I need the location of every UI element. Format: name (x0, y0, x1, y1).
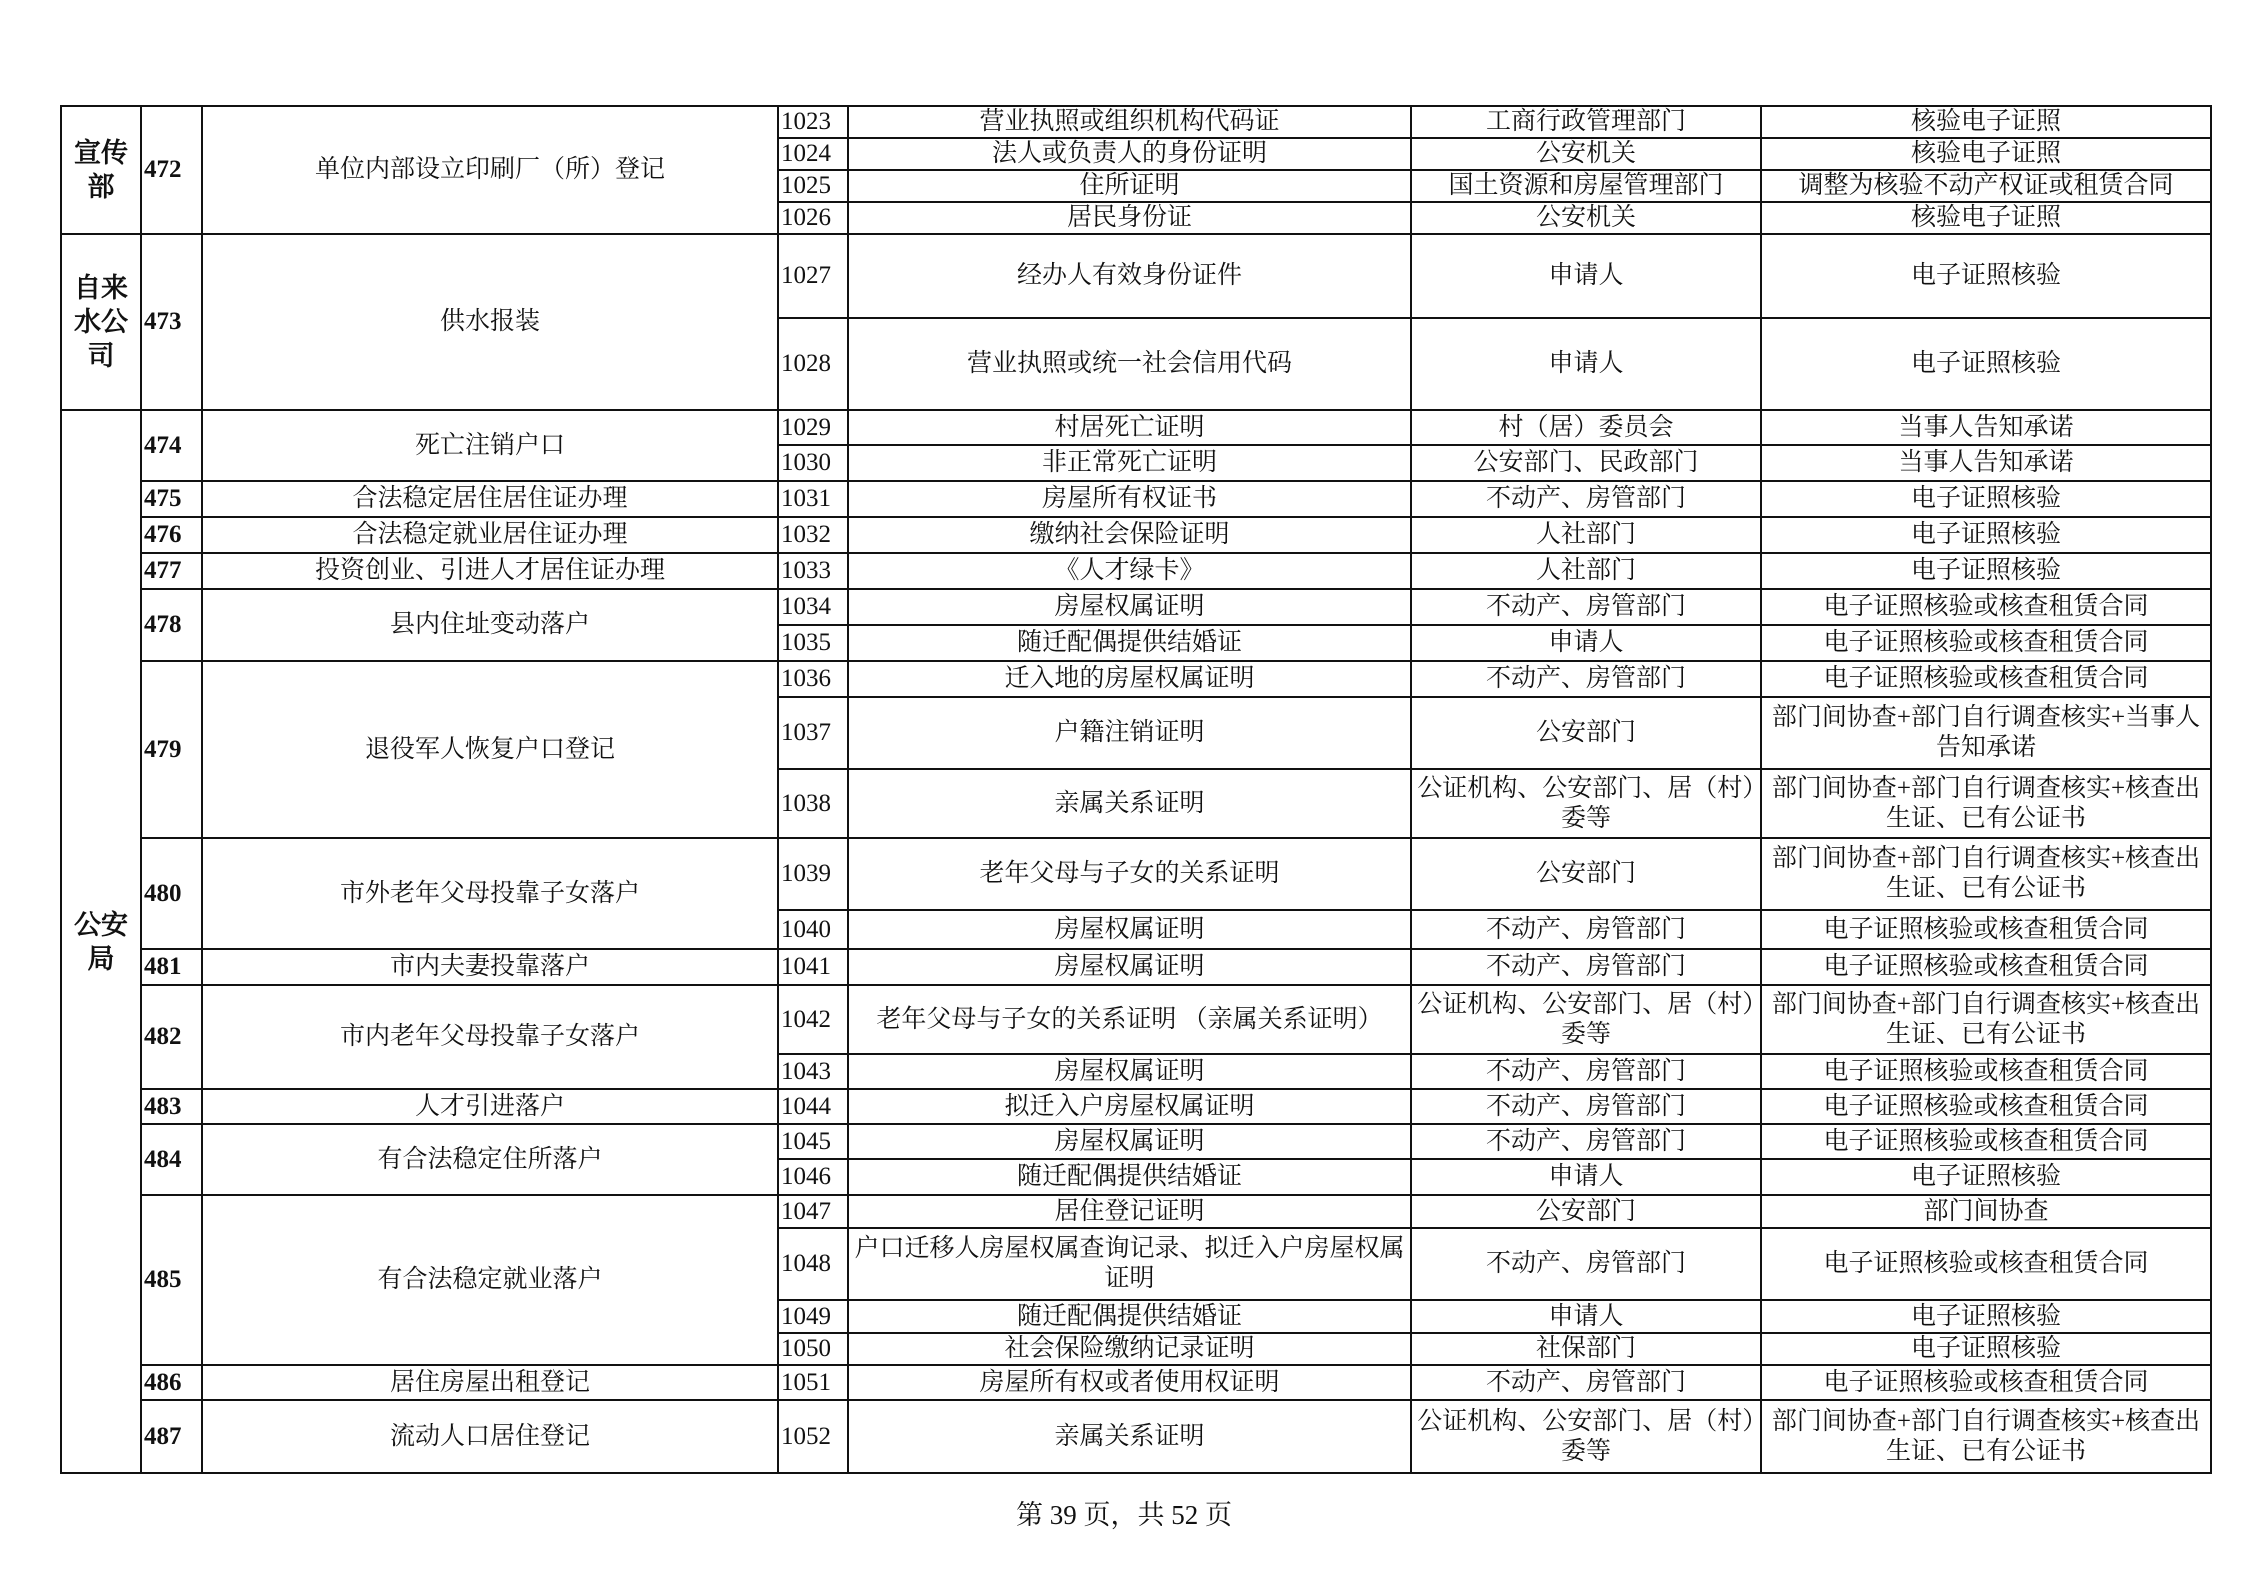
material-code-cell: 1039 (778, 838, 848, 910)
table-row (61, 1365, 2211, 1400)
material-name-cell: 随迁配偶提供结婚证 (848, 1300, 1411, 1333)
source-department-cell: 国土资源和房屋管理部门 (1411, 170, 1761, 202)
material-code-cell: 1025 (778, 170, 848, 202)
verification-method-cell: 电子证照核验或核查租赁合同 (1761, 1054, 2211, 1089)
source-department-cell: 公证机构、公安部门、居（村）委等 (1411, 985, 1761, 1054)
material-code-cell: 1034 (778, 589, 848, 625)
verification-method-cell: 电子证照核验或核查租赁合同 (1761, 1089, 2211, 1124)
verification-method-cell: 电子证照核验 (1761, 318, 2211, 410)
material-name-cell: 法人或负责人的身份证明 (848, 138, 1411, 170)
source-department-cell: 申请人 (1411, 1300, 1761, 1333)
verification-method-cell: 核验电子证照 (1761, 138, 2211, 170)
table-row (61, 553, 2211, 589)
verification-method-cell: 当事人告知承诺 (1761, 410, 2211, 445)
item-name-cell: 投资创业、引进人才居住证办理 (202, 553, 778, 589)
item-number-cell: 472 (141, 106, 202, 234)
verification-method-cell: 电子证照核验 (1761, 481, 2211, 517)
table-row (61, 1195, 2211, 1228)
material-code-cell: 1026 (778, 202, 848, 234)
material-code-cell: 1032 (778, 517, 848, 553)
material-code-cell: 1033 (778, 553, 848, 589)
table-row (61, 517, 2211, 553)
item-number-cell: 474 (141, 410, 202, 481)
item-name-cell: 退役军人恢复户口登记 (202, 661, 778, 838)
verification-method-cell: 电子证照核验或核查租赁合同 (1761, 625, 2211, 661)
material-code-cell: 1035 (778, 625, 848, 661)
table-row (61, 1124, 2211, 1159)
verification-method-cell: 部门间协查+部门自行调查核实+核查出生证、已有公证书 (1761, 769, 2211, 838)
source-department-cell: 申请人 (1411, 234, 1761, 318)
item-number-cell: 475 (141, 481, 202, 517)
source-department-cell: 不动产、房管部门 (1411, 1365, 1761, 1400)
item-name-cell: 居住房屋出租登记 (202, 1365, 778, 1400)
item-number-cell: 487 (141, 1400, 202, 1473)
source-department-cell: 公证机构、公安部门、居（村）委等 (1411, 1400, 1761, 1473)
item-name-cell: 合法稳定居住居住证办理 (202, 481, 778, 517)
verification-method-cell: 电子证照核验 (1761, 553, 2211, 589)
item-number-cell: 479 (141, 661, 202, 838)
item-name-cell: 市外老年父母投靠子女落户 (202, 838, 778, 949)
item-name-cell: 死亡注销户口 (202, 410, 778, 481)
verification-method-cell: 核验电子证照 (1761, 106, 2211, 138)
item-name-cell: 县内住址变动落户 (202, 589, 778, 661)
source-department-cell: 申请人 (1411, 318, 1761, 410)
material-name-cell: 《人才绿卡》 (848, 553, 1411, 589)
item-name-cell: 有合法稳定住所落户 (202, 1124, 778, 1195)
verification-method-cell: 电子证照核验 (1761, 234, 2211, 318)
source-department-cell: 公安机关 (1411, 202, 1761, 234)
source-department-cell: 公安部门、民政部门 (1411, 445, 1761, 481)
table-row (61, 985, 2211, 1054)
material-code-cell: 1038 (778, 769, 848, 838)
material-code-cell: 1031 (778, 481, 848, 517)
source-department-cell: 不动产、房管部门 (1411, 481, 1761, 517)
material-code-cell: 1042 (778, 985, 848, 1054)
item-number-cell: 483 (141, 1089, 202, 1124)
material-name-cell: 居民身份证 (848, 202, 1411, 234)
material-name-cell: 房屋所有权或者使用权证明 (848, 1365, 1411, 1400)
verification-method-cell: 部门间协查+部门自行调查核实+核查出生证、已有公证书 (1761, 985, 2211, 1054)
material-code-cell: 1028 (778, 318, 848, 410)
document-table (60, 105, 2212, 1474)
material-name-cell: 非正常死亡证明 (848, 445, 1411, 481)
verification-method-cell: 核验电子证照 (1761, 202, 2211, 234)
item-number-cell: 481 (141, 949, 202, 985)
material-name-cell: 房屋权属证明 (848, 910, 1411, 949)
department-cell: 自来水公司 (61, 234, 141, 410)
material-code-cell: 1041 (778, 949, 848, 985)
source-department-cell: 不动产、房管部门 (1411, 589, 1761, 625)
material-code-cell: 1044 (778, 1089, 848, 1124)
source-department-cell: 公安部门 (1411, 697, 1761, 769)
table-row (61, 234, 2211, 318)
table-row (61, 838, 2211, 910)
material-code-cell: 1046 (778, 1159, 848, 1195)
verification-method-cell: 电子证照核验 (1761, 1300, 2211, 1333)
source-department-cell: 不动产、房管部门 (1411, 661, 1761, 697)
material-name-cell: 房屋权属证明 (848, 949, 1411, 985)
table-row (61, 661, 2211, 697)
department-cell: 公安局 (61, 410, 141, 1473)
material-name-cell: 随迁配偶提供结婚证 (848, 1159, 1411, 1195)
source-department-cell: 人社部门 (1411, 517, 1761, 553)
material-name-cell: 迁入地的房屋权属证明 (848, 661, 1411, 697)
material-name-cell: 亲属关系证明 (848, 1400, 1411, 1473)
item-name-cell: 人才引进落户 (202, 1089, 778, 1124)
material-name-cell: 房屋权属证明 (848, 1124, 1411, 1159)
material-name-cell: 经办人有效身份证件 (848, 234, 1411, 318)
source-department-cell: 不动产、房管部门 (1411, 1089, 1761, 1124)
verification-method-cell: 部门间协查+部门自行调查核实+当事人告知承诺 (1761, 697, 2211, 769)
material-code-cell: 1043 (778, 1054, 848, 1089)
material-name-cell: 房屋权属证明 (848, 589, 1411, 625)
material-code-cell: 1048 (778, 1228, 848, 1300)
item-number-cell: 486 (141, 1365, 202, 1400)
material-name-cell: 拟迁入户房屋权属证明 (848, 1089, 1411, 1124)
source-department-cell: 不动产、房管部门 (1411, 949, 1761, 985)
material-name-cell: 随迁配偶提供结婚证 (848, 625, 1411, 661)
material-code-cell: 1037 (778, 697, 848, 769)
source-department-cell: 公安部门 (1411, 838, 1761, 910)
material-name-cell: 户口迁移人房屋权属查询记录、拟迁入户房屋权属证明 (848, 1228, 1411, 1300)
verification-method-cell: 部门间协查+部门自行调查核实+核查出生证、已有公证书 (1761, 1400, 2211, 1473)
source-department-cell: 人社部门 (1411, 553, 1761, 589)
verification-method-cell: 电子证照核验或核查租赁合同 (1761, 910, 2211, 949)
material-code-cell: 1027 (778, 234, 848, 318)
material-name-cell: 老年父母与子女的关系证明 (848, 838, 1411, 910)
material-code-cell: 1047 (778, 1195, 848, 1228)
material-name-cell: 亲属关系证明 (848, 769, 1411, 838)
table-row (61, 589, 2211, 625)
source-department-cell: 工商行政管理部门 (1411, 106, 1761, 138)
table-row (61, 106, 2211, 138)
item-name-cell: 合法稳定就业居住证办理 (202, 517, 778, 553)
item-name-cell: 单位内部设立印刷厂（所）登记 (202, 106, 778, 234)
material-name-cell: 居住登记证明 (848, 1195, 1411, 1228)
verification-method-cell: 电子证照核验或核查租赁合同 (1761, 589, 2211, 625)
material-name-cell: 房屋所有权证书 (848, 481, 1411, 517)
item-name-cell: 市内夫妻投靠落户 (202, 949, 778, 985)
table-row (61, 481, 2211, 517)
material-code-cell: 1023 (778, 106, 848, 138)
item-number-cell: 485 (141, 1195, 202, 1365)
source-department-cell: 公安部门 (1411, 1195, 1761, 1228)
item-name-cell: 流动人口居住登记 (202, 1400, 778, 1473)
table-row (61, 410, 2211, 445)
table-row (61, 1089, 2211, 1124)
verification-method-cell: 电子证照核验 (1761, 1333, 2211, 1365)
material-code-cell: 1052 (778, 1400, 848, 1473)
item-number-cell: 478 (141, 589, 202, 661)
material-name-cell: 缴纳社会保险证明 (848, 517, 1411, 553)
material-code-cell: 1051 (778, 1365, 848, 1400)
verification-method-cell: 当事人告知承诺 (1761, 445, 2211, 481)
table-row (61, 1400, 2211, 1473)
item-number-cell: 484 (141, 1124, 202, 1195)
verification-method-cell: 电子证照核验或核查租赁合同 (1761, 1365, 2211, 1400)
item-number-cell: 480 (141, 838, 202, 949)
page-number: 第 39 页，共 52 页 (1016, 1500, 1232, 1530)
source-department-cell: 申请人 (1411, 625, 1761, 661)
material-name-cell: 营业执照或统一社会信用代码 (848, 318, 1411, 410)
item-number-cell: 477 (141, 553, 202, 589)
verification-method-cell: 电子证照核验或核查租赁合同 (1761, 949, 2211, 985)
verification-method-cell: 部门间协查 (1761, 1195, 2211, 1228)
material-name-cell: 房屋权属证明 (848, 1054, 1411, 1089)
source-department-cell: 公证机构、公安部门、居（村）委等 (1411, 769, 1761, 838)
material-name-cell: 住所证明 (848, 170, 1411, 202)
item-name-cell: 有合法稳定就业落户 (202, 1195, 778, 1365)
item-number-cell: 473 (141, 234, 202, 410)
source-department-cell: 申请人 (1411, 1159, 1761, 1195)
source-department-cell: 不动产、房管部门 (1411, 1124, 1761, 1159)
material-code-cell: 1024 (778, 138, 848, 170)
source-department-cell: 村（居）委员会 (1411, 410, 1761, 445)
material-name-cell: 户籍注销证明 (848, 697, 1411, 769)
material-code-cell: 1030 (778, 445, 848, 481)
verification-method-cell: 调整为核验不动产权证或租赁合同 (1761, 170, 2211, 202)
material-code-cell: 1045 (778, 1124, 848, 1159)
source-department-cell: 不动产、房管部门 (1411, 910, 1761, 949)
source-department-cell: 社保部门 (1411, 1333, 1761, 1365)
verification-method-cell: 电子证照核验或核查租赁合同 (1761, 1228, 2211, 1300)
material-name-cell: 老年父母与子女的关系证明 （亲属关系证明） (848, 985, 1411, 1054)
item-number-cell: 476 (141, 517, 202, 553)
item-name-cell: 供水报装 (202, 234, 778, 410)
material-code-cell: 1049 (778, 1300, 848, 1333)
material-code-cell: 1029 (778, 410, 848, 445)
verification-method-cell: 部门间协查+部门自行调查核实+核查出生证、已有公证书 (1761, 838, 2211, 910)
department-cell: 宣传部 (61, 106, 141, 234)
source-department-cell: 不动产、房管部门 (1411, 1228, 1761, 1300)
verification-method-cell: 电子证照核验或核查租赁合同 (1761, 1124, 2211, 1159)
item-number-cell: 482 (141, 985, 202, 1089)
material-name-cell: 营业执照或组织机构代码证 (848, 106, 1411, 138)
material-code-cell: 1040 (778, 910, 848, 949)
verification-method-cell: 电子证照核验 (1761, 517, 2211, 553)
material-name-cell: 社会保险缴纳记录证明 (848, 1333, 1411, 1365)
material-code-cell: 1036 (778, 661, 848, 697)
source-department-cell: 不动产、房管部门 (1411, 1054, 1761, 1089)
item-name-cell: 市内老年父母投靠子女落户 (202, 985, 778, 1089)
table-row (61, 949, 2211, 985)
verification-method-cell: 电子证照核验或核查租赁合同 (1761, 661, 2211, 697)
verification-method-cell: 电子证照核验 (1761, 1159, 2211, 1195)
material-name-cell: 村居死亡证明 (848, 410, 1411, 445)
material-code-cell: 1050 (778, 1333, 848, 1365)
source-department-cell: 公安机关 (1411, 138, 1761, 170)
